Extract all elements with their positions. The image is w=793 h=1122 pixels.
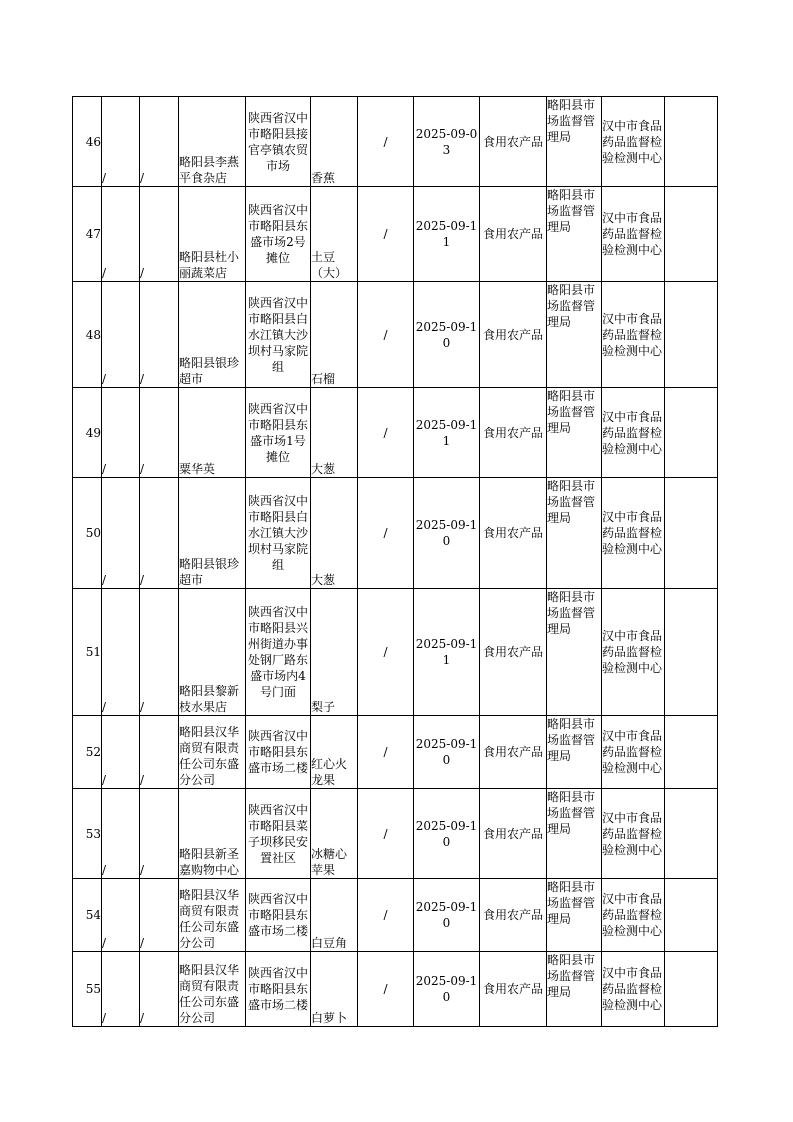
food-category: 食用农产品 [480, 282, 547, 388]
sampled-unit-name: 略阳县李燕平食杂店 [179, 97, 246, 187]
food-category: 食用农产品 [480, 716, 547, 789]
remarks-cell [665, 879, 718, 952]
remarks-cell [665, 282, 718, 388]
sampled-unit-address: 陕西省汉中市略阳县东盛市场1号摊位 [246, 388, 311, 478]
production-date: 2025-09-11 [414, 589, 480, 716]
table-row [73, 716, 718, 789]
specification: / [358, 187, 414, 282]
row-number: 54 [73, 879, 102, 952]
task-source-org: 略阳县市场监督管理局 [547, 716, 602, 789]
field-3-value: / [140, 282, 179, 388]
sampled-unit-address: 陕西省汉中市略阳县接官亭镇农贸市场 [246, 97, 311, 187]
production-date: 2025-09-10 [414, 879, 480, 952]
testing-lab: 汉中市食品药品监督检验检测中心 [602, 879, 665, 952]
task-source-org: 略阳县市场监督管理局 [547, 97, 602, 187]
testing-lab: 汉中市食品药品监督检验检测中心 [602, 589, 665, 716]
testing-lab: 汉中市食品药品监督检验检测中心 [602, 716, 665, 789]
food-name: 土豆（大） [311, 187, 358, 282]
field-2-value: / [102, 952, 140, 1027]
table-row [73, 282, 718, 388]
food-name: 梨子 [311, 589, 358, 716]
food-name: 冰糖心苹果 [311, 789, 358, 879]
food-category: 食用农产品 [480, 589, 547, 716]
sampled-unit-address: 陕西省汉中市略阳县白水江镇大沙坝村马家院组 [246, 478, 311, 589]
sampled-unit-address: 陕西省汉中市略阳县东盛市场2号摊位 [246, 187, 311, 282]
task-source-org: 略阳县市场监督管理局 [547, 187, 602, 282]
testing-lab: 汉中市食品药品监督检验检测中心 [602, 388, 665, 478]
field-3-value: / [140, 952, 179, 1027]
field-3-value: / [140, 589, 179, 716]
row-number: 47 [73, 187, 102, 282]
production-date: 2025-09-10 [414, 952, 480, 1027]
field-3-value: / [140, 716, 179, 789]
specification: / [358, 952, 414, 1027]
food-category: 食用农产品 [480, 789, 547, 879]
testing-lab: 汉中市食品药品监督检验检测中心 [602, 789, 665, 879]
table-row [73, 952, 718, 1027]
specification: / [358, 478, 414, 589]
field-3-value: / [140, 97, 179, 187]
food-category: 食用农产品 [480, 478, 547, 589]
table-row [73, 589, 718, 716]
sampling-results-table [72, 96, 718, 1027]
task-source-org: 略阳县市场监督管理局 [547, 879, 602, 952]
specification: / [358, 388, 414, 478]
table-row [73, 879, 718, 952]
field-2-value: / [102, 589, 140, 716]
sampled-unit-address: 陕西省汉中市略阳县兴州街道办事处钢厂路东盛市场内4号门面 [246, 589, 311, 716]
production-date: 2025-09-11 [414, 187, 480, 282]
food-name: 白豆角 [311, 879, 358, 952]
row-number: 55 [73, 952, 102, 1027]
task-source-org: 略阳县市场监督管理局 [547, 388, 602, 478]
task-source-org: 略阳县市场监督管理局 [547, 589, 602, 716]
specification: / [358, 789, 414, 879]
field-2-value: / [102, 388, 140, 478]
remarks-cell [665, 952, 718, 1027]
field-2-value: / [102, 478, 140, 589]
task-source-org: 略阳县市场监督管理局 [547, 478, 602, 589]
food-category: 食用农产品 [480, 388, 547, 478]
specification: / [358, 879, 414, 952]
food-name: 石榴 [311, 282, 358, 388]
task-source-org: 略阳县市场监督管理局 [547, 789, 602, 879]
sampled-unit-name: 粟华英 [179, 388, 246, 478]
remarks-cell [665, 478, 718, 589]
table-row [73, 97, 718, 187]
row-number: 49 [73, 388, 102, 478]
sampled-unit-address: 陕西省汉中市略阳县菜子坝移民安置社区 [246, 789, 311, 879]
row-number: 48 [73, 282, 102, 388]
food-category: 食用农产品 [480, 879, 547, 952]
remarks-cell [665, 97, 718, 187]
sampled-unit-name: 略阳县黎新枝水果店 [179, 589, 246, 716]
sampled-unit-address: 陕西省汉中市略阳县东盛市场二楼 [246, 879, 311, 952]
field-3-value: / [140, 478, 179, 589]
remarks-cell [665, 716, 718, 789]
food-name: 香蕉 [311, 97, 358, 187]
food-name: 红心火龙果 [311, 716, 358, 789]
food-name: 白萝卜 [311, 952, 358, 1027]
field-2-value: / [102, 282, 140, 388]
field-2-value: / [102, 879, 140, 952]
production-date: 2025-09-10 [414, 282, 480, 388]
field-3-value: / [140, 388, 179, 478]
remarks-cell [665, 589, 718, 716]
testing-lab: 汉中市食品药品监督检验检测中心 [602, 187, 665, 282]
remarks-cell [665, 789, 718, 879]
food-name: 大葱 [311, 478, 358, 589]
sampled-unit-name: 略阳县银珍超市 [179, 478, 246, 589]
sampled-unit-name: 略阳县汉华商贸有限责任公司东盛分公司 [179, 952, 246, 1027]
production-date: 2025-09-10 [414, 789, 480, 879]
table-row [73, 388, 718, 478]
testing-lab: 汉中市食品药品监督检验检测中心 [602, 952, 665, 1027]
food-category: 食用农产品 [480, 952, 547, 1027]
sampled-unit-address: 陕西省汉中市略阳县白水江镇大沙坝村马家院组 [246, 282, 311, 388]
sampled-unit-name: 略阳县杜小丽蔬菜店 [179, 187, 246, 282]
production-date: 2025-09-11 [414, 388, 480, 478]
field-2-value: / [102, 97, 140, 187]
sampled-unit-address: 陕西省汉中市略阳县东盛市场二楼 [246, 952, 311, 1027]
specification: / [358, 716, 414, 789]
field-3-value: / [140, 879, 179, 952]
field-2-value: / [102, 716, 140, 789]
specification: / [358, 589, 414, 716]
field-2-value: / [102, 789, 140, 879]
testing-lab: 汉中市食品药品监督检验检测中心 [602, 478, 665, 589]
table-row [73, 789, 718, 879]
sampled-unit-name: 略阳县汉华商贸有限责任公司东盛分公司 [179, 716, 246, 789]
row-number: 53 [73, 789, 102, 879]
row-number: 52 [73, 716, 102, 789]
field-3-value: / [140, 789, 179, 879]
row-number: 51 [73, 589, 102, 716]
task-source-org: 略阳县市场监督管理局 [547, 952, 602, 1027]
row-number: 50 [73, 478, 102, 589]
table-row [73, 187, 718, 282]
testing-lab: 汉中市食品药品监督检验检测中心 [602, 97, 665, 187]
specification: / [358, 97, 414, 187]
sampled-unit-address: 陕西省汉中市略阳县东盛市场二楼 [246, 716, 311, 789]
table-row [73, 478, 718, 589]
food-category: 食用农产品 [480, 97, 547, 187]
table-body [73, 97, 718, 1027]
production-date: 2025-09-10 [414, 716, 480, 789]
sampled-unit-name: 略阳县新圣嘉购物中心 [179, 789, 246, 879]
food-name: 大葱 [311, 388, 358, 478]
remarks-cell [665, 388, 718, 478]
testing-lab: 汉中市食品药品监督检验检测中心 [602, 282, 665, 388]
specification: / [358, 282, 414, 388]
task-source-org: 略阳县市场监督管理局 [547, 282, 602, 388]
field-3-value: / [140, 187, 179, 282]
row-number: 46 [73, 97, 102, 187]
remarks-cell [665, 187, 718, 282]
field-2-value: / [102, 187, 140, 282]
production-date: 2025-09-03 [414, 97, 480, 187]
production-date: 2025-09-10 [414, 478, 480, 589]
sampled-unit-name: 略阳县汉华商贸有限责任公司东盛分公司 [179, 879, 246, 952]
food-category: 食用农产品 [480, 187, 547, 282]
sampled-unit-name: 略阳县银珍超市 [179, 282, 246, 388]
